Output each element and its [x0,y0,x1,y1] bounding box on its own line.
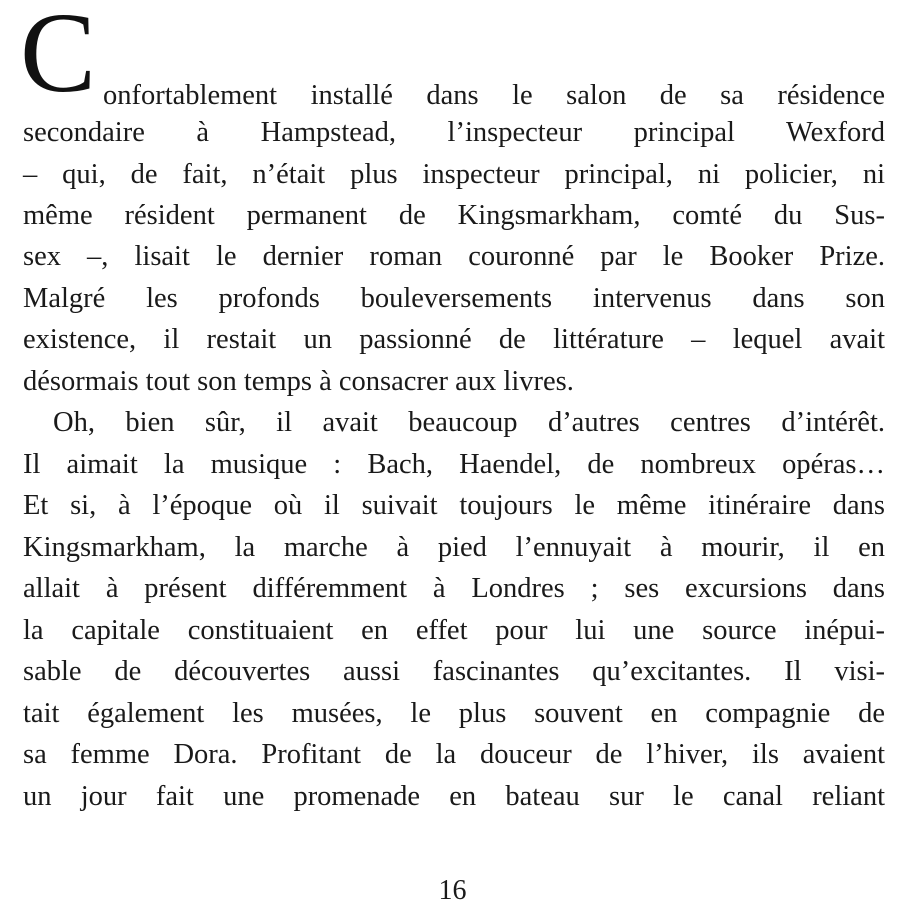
text-line: Oh, bien sûr, il avait beaucoup d’autres centres d’intérêt. [53,407,885,438]
text-line: Malgré les profonds bouleversements intervenus dans son [23,283,885,314]
text-line: sa femme Dora. Profitant de la douceur de l’hiver, ils avaient [23,739,885,770]
text-line: sable de découvertes aussi fascinantes qu’excitantes. Il visi- [23,656,885,687]
text-line: Kingsmarkham, la marche à pied l’ennuyait à mourir, il en [23,532,885,563]
text-line: un jour fait une promenade en bateau sur le canal reliant [23,781,885,812]
drop-cap: C [20,0,97,116]
text-line: allait à présent différemment à Londres ; ses excursions dans [23,573,885,604]
text-line: la capitale constituaient en effet pour lui une source inépui- [23,615,885,646]
text-line: sex –, lisait le dernier roman couronné par le Booker Prize. [23,241,885,272]
text-line: secondaire à Hampstead, l’inspecteur principal Wexford [23,117,885,148]
text-line: tait également les musées, le plus souvent en compagnie de [23,698,885,729]
text-line: même résident permanent de Kingsmarkham, comté du Sus- [23,200,885,231]
text-line: – qui, de fait, n’était plus inspecteur principal, ni policier, ni [23,159,885,190]
text-line: existence, il restait un passionné de littérature – lequel avait [23,324,885,355]
text-line: Il aimait la musique : Bach, Haendel, de nombreux opéras… [23,449,885,480]
text-line: Et si, à l’époque où il suivait toujours le même itinéraire dans [23,490,885,521]
text-line: onfortablement installé dans le salon de sa résidence [103,80,885,111]
text-line: désormais tout son temps à consacrer aux livres. [23,366,574,397]
page-number: 16 [438,875,467,905]
